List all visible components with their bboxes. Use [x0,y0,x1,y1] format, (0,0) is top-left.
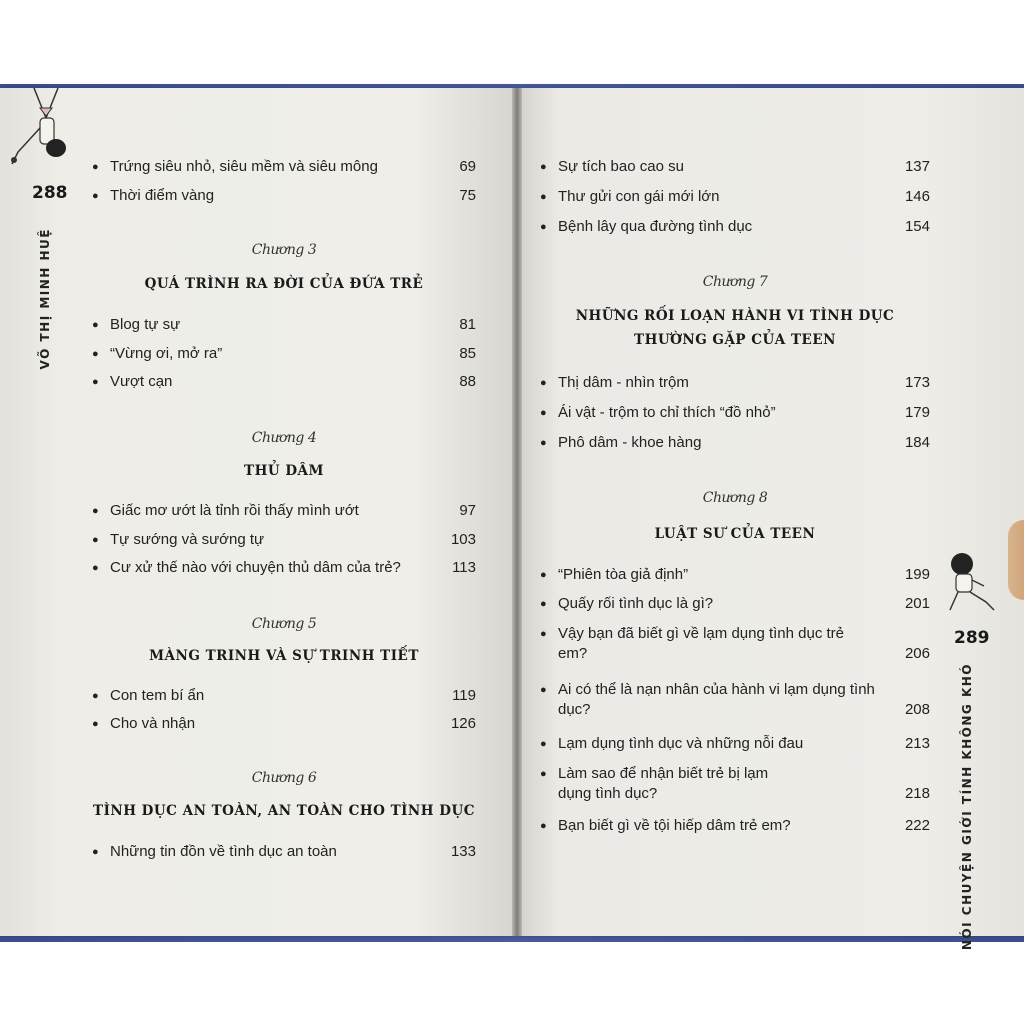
toc-entry-title: Sự tích bao cao su [558,158,684,175]
running-head-right: NÓI CHUYỆN GIỚI TÍNH KHÔNG KHÓ [960,663,974,951]
bullet-icon: ● [540,569,547,581]
toc-entry-page: 173 [904,374,930,391]
toc-entry-title: Thời điểm vàng [110,187,215,204]
toc-entry-page: 81 [459,316,476,333]
bullet-icon: ● [92,562,99,574]
toc-entry [540,373,930,393]
bullet-icon: ● [540,628,547,640]
toc-entry [540,816,930,836]
toc-entry-title: Tự sướng và sướng tự [110,531,265,548]
toc-entry [92,315,476,335]
bullet-icon: ● [92,376,99,388]
toc-entry-page: 69 [459,158,476,175]
bullet-icon: ● [92,161,99,173]
toc-entry [92,501,476,521]
chapter-label: Chương 8 [702,490,768,506]
chapter-title: THỦ DÂM [244,463,324,479]
toc-entry [540,217,930,237]
bullet-icon: ● [540,221,547,233]
toc-entry-page: 218 [904,785,930,802]
toc-entry-title: Vậy bạn đã biết gì về lạm dụng tình dục trẻ em? [558,625,845,662]
bullet-icon: ● [540,768,547,780]
toc-entry-page: 97 [459,502,476,519]
chapter-label: Chương 3 [251,242,317,258]
bullet-icon: ● [92,319,99,331]
toc-entry-page: 199 [904,566,930,583]
toc-entry-page: 119 [452,687,476,704]
running-head-left: VÕ THỊ MINH HUỆ [38,228,52,370]
toc-entry-page: 133 [450,843,476,860]
toc-entry-title: Bệnh lây qua đường tình dục [558,218,753,235]
toc-entry-page: 88 [459,373,476,390]
bullet-icon: ● [92,846,99,858]
chapter-label: Chương 4 [251,430,317,446]
toc-entry-page: 222 [904,817,930,834]
bullet-icon: ● [92,718,99,730]
bullet-icon: ● [92,190,99,202]
right-page [519,88,1024,936]
bullet-icon: ● [92,534,99,546]
toc-entry-page: 206 [904,645,930,662]
toc-entry [540,624,930,664]
toc-entry-title: Cư xử thế nào với chuyện thủ dâm của trẻ? [110,559,401,576]
toc-entry-page: 75 [459,187,476,204]
bullet-icon: ● [540,161,547,173]
toc-entry [92,157,476,177]
toc-entry [92,714,476,734]
thumb [1008,520,1024,600]
toc-entry-page: 126 [450,715,476,732]
chapter-title: LUẬT SƯ CỦA TEEN [654,526,816,542]
bullet-icon: ● [540,598,547,610]
toc-entry-title: Lạm dụng tình dục và những nỗi đau [558,735,804,752]
toc-entry-page: 179 [904,404,930,421]
chapter-title: MÀNG TRINH VÀ SỰ TRINH TIẾT [149,648,419,664]
chapter-title: THƯỜNG GẶP CỦA TEEN [634,332,836,348]
toc-entry-page: 113 [452,559,476,576]
toc-entry-title: Cho và nhận [110,715,196,732]
toc-entry-title: Thư gửi con gái mới lớn [558,188,720,205]
toc-entry [92,372,476,392]
chapter-title: TÌNH DỤC AN TOÀN, AN TOÀN CHO TÌNH DỤC [93,803,475,819]
toc-entry-title: Bạn biết gì về tội hiếp dâm trẻ em? [558,817,791,834]
toc-entry [540,680,930,720]
toc-entry-page: 103 [450,531,476,548]
bullet-icon: ● [92,690,99,702]
toc-entry-title: “Vừng ơi, mở ra” [110,345,223,362]
toc-entry-title: Ai có thể là nạn nhân của hành vi lạm dụng tình dục? [558,681,875,718]
toc-entry-title: Phô dâm - khoe hàng [558,434,702,451]
chapter-title: QUÁ TRÌNH RA ĐỜI CỦA ĐỨA TRẺ [144,276,424,292]
toc-entry-title: Ái vật - trộm to chỉ thích “đồ nhỏ” [558,404,776,421]
toc-entry-title: Vượt cạn [110,373,173,390]
toc-entry [540,187,930,207]
toc-entry-page: 213 [904,735,930,752]
toc-entry-page: 201 [904,595,930,612]
chapter-label: Chương 7 [702,274,768,290]
sitting-girl-illustration [940,552,1004,616]
toc-entry-title: Thị dâm - nhìn trộm [558,374,689,391]
toc-entry-title: Con tem bí ẩn [110,687,205,704]
toc-entry [540,565,930,585]
toc-entry [540,764,930,804]
bullet-icon: ● [540,191,547,203]
chapter-label: Chương 6 [251,770,317,786]
toc-entry [92,530,476,550]
toc-entry-title: Giấc mơ ướt là tỉnh rồi thấy mình ướt [110,502,359,519]
bullet-icon: ● [540,820,547,832]
bullet-icon: ● [540,738,547,750]
chapter-title: NHỮNG RỐI LOẠN HÀNH VI TÌNH DỤC [575,308,895,324]
toc-entry-page: 184 [904,434,930,451]
bullet-icon: ● [540,377,547,389]
toc-entry [92,686,476,706]
toc-entry [92,842,476,862]
toc-entry [92,558,476,578]
toc-entry-title: Trứng siêu nhỏ, siêu mềm và siêu mông [110,158,378,175]
toc-entry-page: 137 [904,158,930,175]
toc-entry [540,157,930,177]
bullet-icon: ● [92,348,99,360]
toc-entry-title: Blog tự sự [110,316,181,333]
toc-entry [540,403,930,423]
book-spine [512,88,522,936]
chapter-label: Chương 5 [251,616,317,632]
bullet-icon: ● [92,505,99,517]
hanging-girl-illustration [4,88,84,170]
page-number-left: 288 [32,183,68,203]
bullet-icon: ● [540,407,547,419]
toc-entry [540,734,930,754]
bullet-icon: ● [540,684,547,696]
toc-entry-title: Quấy rối tình dục là gì? [558,595,714,612]
toc-entry-page: 154 [904,218,930,235]
toc-entry [92,186,476,206]
toc-entry [540,433,930,453]
toc-entry-page: 208 [904,701,930,718]
toc-entry-title: Làm sao để nhận biết trẻ bị lạm dụng tình dục? [558,765,769,802]
toc-entry [92,344,476,364]
toc-entry-page: 146 [904,188,930,205]
bullet-icon: ● [540,437,547,449]
toc-entry-page: 85 [459,345,476,362]
toc-entry-title: “Phiên tòa giả định” [558,566,689,583]
toc-entry-title: Những tin đồn về tình dục an toàn [110,843,337,860]
page-number-right: 289 [954,628,990,648]
toc-entry [540,594,930,614]
